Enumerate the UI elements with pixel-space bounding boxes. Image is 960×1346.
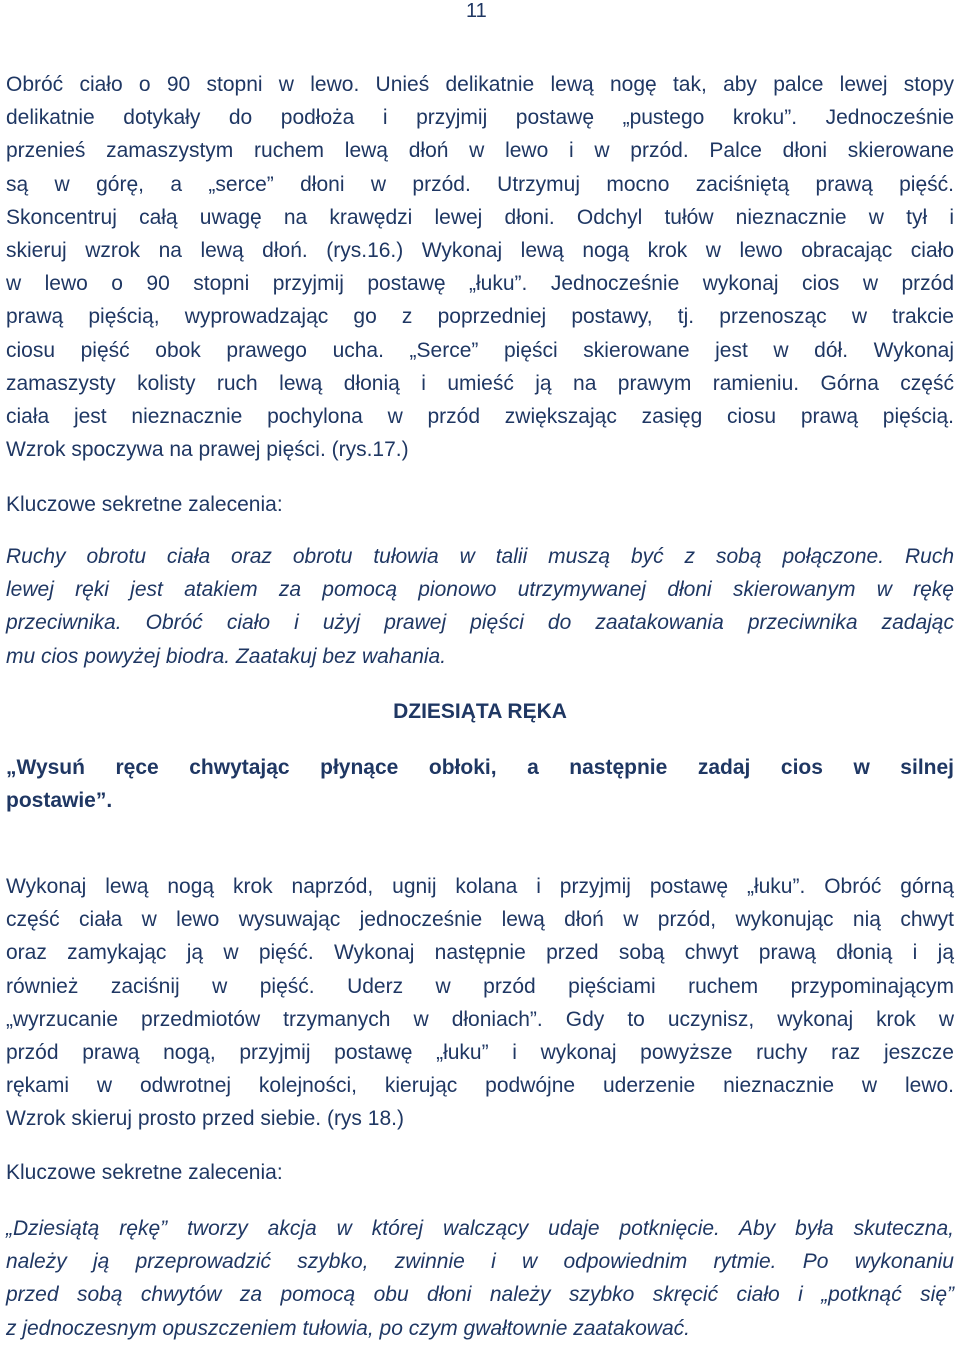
text-line: Wzrok spoczywa na prawej pięści. (rys.17.) [6, 438, 409, 462]
text-line: „Wysuń ręce chwytając płynące obłoki, a następnie zadaj cios w silnej [6, 756, 954, 779]
text-line: Skoncentruj całą uwagę na krawędzi lewej dłoni. Odchyl tułów nieznacznie w tył i [6, 205, 954, 229]
paragraph-form-description [6, 68, 954, 466]
text-line: postawie”. [6, 789, 113, 813]
key-recommendations-heading: Kluczowe sekretne zalecenia: [6, 1161, 283, 1184]
text-line: przód prawą nogą, przyjmij postawę „łuku” i wykonaj powyższe ruchy raz jeszcze [6, 1041, 954, 1065]
text-line: ciosu pięść obok prawego ucha. „Serce” pięści skierowane jest w dół. Wykonaj [6, 338, 954, 362]
text-line: Wykonaj lewą nogą krok naprzód, ugnij kolana i przyjmij postawę „łuku”. Obróć górną [6, 875, 954, 898]
text-line: Ruchy obrotu ciała oraz obrotu tułowia w talii muszą być z sobą połączone. Ruch [6, 545, 954, 568]
text-line: Wzrok skieruj prosto przed siebie. (rys 18.) [6, 1107, 404, 1131]
paragraph-recommendations [6, 1212, 954, 1345]
text-line: są w górę, a „serce” dłoni w przód. Utrzymuj mocno zaciśniętą prawą pięść. [6, 172, 954, 196]
section-subtitle [6, 751, 954, 817]
text-line: skieruj wzrok na lewą dłoń. (rys.16.) Wykonaj lewą nogą krok w lewo obracając ciało [6, 239, 954, 263]
text-line: z jednoczesnym opuszczeniem tułowia, po czym gwałtownie zaatakować. [6, 1316, 690, 1340]
text-line: mu cios powyżej biodra. Zaatakuj bez wahania. [6, 644, 447, 668]
page-number: 11 [466, 0, 487, 22]
text-line: należy ją przeprowadzić szybko, zwinnie i w odpowiednim rytmie. Po wykonaniu [6, 1250, 954, 1274]
text-line: przed sobą chwytów za pomocą obu dłoni należy szybko skręcić ciało i „potknąć się” [6, 1283, 954, 1307]
text-line: rękami w odwrotnej kolejności, kierując podwójne uderzenie nieznacznie w lewo. [6, 1074, 954, 1098]
paragraph-form-description [6, 870, 954, 1136]
text-line: prawą pięścią, wyprowadzając go z poprzedniej postawy, tj. przenosząc w trakcie [6, 305, 954, 329]
text-line: w lewo o 90 stopni przyjmij postawę „łuku”. Jednocześnie wykonaj cios w przód [6, 272, 954, 296]
key-recommendations-heading: Kluczowe sekretne zalecenia: [6, 493, 283, 516]
paragraph-recommendations [6, 540, 954, 673]
text-line: również zaciśnij w pięść. Uderz w przód pięściami ruchem przypominającym [6, 974, 954, 998]
text-line: zamaszysty kolisty ruch lewą dłonią i umieść ją na prawym ramieniu. Górna część [6, 371, 954, 395]
text-line: „wyrzucanie przedmiotów trzymanych w dłoniach”. Gdy to uczynisz, wykonaj krok w [6, 1007, 954, 1031]
text-line: lewej ręki jest atakiem za pomocą pionowo utrzymywanej dłoni skierowanym w rękę [6, 578, 954, 602]
text-line: część ciała w lewo wysuwając jednocześnie lewą dłoń w przód, wykonując nią chwyt [6, 908, 954, 932]
section-title: DZIESIĄTA RĘKA [393, 700, 567, 723]
text-line: ciała jest nieznacznie pochylona w przód zwiększając zasięg ciosu prawą pięścią. [6, 405, 954, 429]
text-line: oraz zamykając ją w pięść. Wykonaj następnie przed sobą chwyt prawą dłonią i ją [6, 941, 954, 965]
text-line: przeciwnika. Obróć ciało i użyj prawej pięści do zaatakowania przeciwnika zadając [6, 611, 954, 635]
text-line: przenieś zamaszystym ruchem lewą dłoń w lewo i w przód. Palce dłoni skierowane [6, 139, 954, 163]
text-line: „Dziesiątą rękę” tworzy akcja w której walczący udaje potknięcie. Aby była skuteczna, [6, 1217, 954, 1240]
text-line: delikatnie dotykały do podłoża i przyjmij postawę „pustego kroku”. Jednocześnie [6, 106, 954, 130]
text-line: Obróć ciało o 90 stopni w lewo. Unieś delikatnie lewą nogę tak, aby palce lewej stopy [6, 73, 954, 96]
